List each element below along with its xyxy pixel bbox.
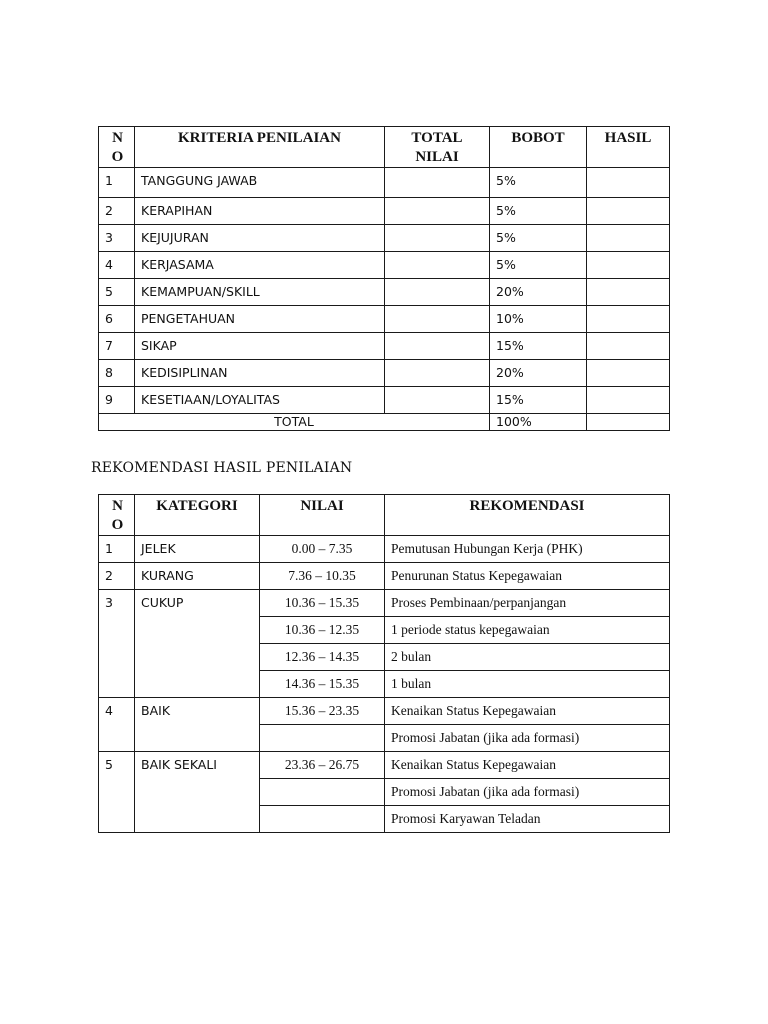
row-no: 6 [99, 306, 135, 333]
row-kategori: KURANG [135, 563, 260, 590]
row-no: 3 [99, 225, 135, 252]
row-hasil [587, 168, 670, 198]
row-hasil [587, 225, 670, 252]
row-kriteria: PENGETAHUAN [135, 306, 385, 333]
row-total-nilai [385, 360, 490, 387]
total-bobot: 100% [490, 414, 587, 431]
row-rekomendasi: 2 bulan [385, 644, 670, 671]
row-total-nilai [385, 333, 490, 360]
table1-total-row [99, 414, 670, 431]
row-no: 1 [99, 168, 135, 198]
row-kriteria: KEJUJURAN [135, 225, 385, 252]
row-nilai: 15.36 – 23.35 [260, 698, 385, 725]
row-rekomendasi: Promosi Karyawan Teladan [385, 806, 670, 833]
row-nilai [260, 779, 385, 806]
row-nilai [260, 725, 385, 752]
row-rekomendasi: Pemutusan Hubungan Kerja (PHK) [385, 536, 670, 563]
row-nilai: 7.36 – 10.35 [260, 563, 385, 590]
section-heading: REKOMENDASI HASIL PENILAIAN [91, 460, 353, 476]
row-no: 2 [99, 198, 135, 225]
row-rekomendasi: Penurunan Status Kepegawaian [385, 563, 670, 590]
row-bobot: 15% [490, 387, 587, 414]
row-no: 4 [99, 252, 135, 279]
kriteria-penilaian-table [98, 126, 670, 431]
row-kategori: JELEK [135, 536, 260, 563]
header-hasil: HASIL [587, 127, 670, 168]
header-no: N O [99, 127, 135, 168]
row-hasil [587, 387, 670, 414]
header-bobot: BOBOT [490, 127, 587, 168]
row-nilai: 14.36 – 15.35 [260, 671, 385, 698]
table-row [99, 536, 670, 563]
rekomendasi-table [98, 494, 670, 833]
row-bobot: 5% [490, 198, 587, 225]
table-row [99, 198, 670, 225]
row-total-nilai [385, 168, 490, 198]
row-rekomendasi: Proses Pembinaan/perpanjangan [385, 590, 670, 617]
row-nilai: 23.36 – 26.75 [260, 752, 385, 779]
row-total-nilai [385, 225, 490, 252]
header2-no: N O [99, 495, 135, 536]
row-total-nilai [385, 252, 490, 279]
row-rekomendasi: 1 periode status kepegawaian [385, 617, 670, 644]
table-row [99, 225, 670, 252]
row-hasil [587, 360, 670, 387]
row-no: 3 [99, 590, 135, 698]
row-no: 8 [99, 360, 135, 387]
row-kategori: CUKUP [135, 590, 260, 698]
row-bobot: 10% [490, 306, 587, 333]
row-nilai: 12.36 – 14.35 [260, 644, 385, 671]
row-rekomendasi: Promosi Jabatan (jika ada formasi) [385, 779, 670, 806]
row-kriteria: KESETIAAN/LOYALITAS [135, 387, 385, 414]
header2-nilai: NILAI [260, 495, 385, 536]
row-bobot: 20% [490, 279, 587, 306]
row-bobot: 15% [490, 333, 587, 360]
row-nilai [260, 806, 385, 833]
table-row [99, 252, 670, 279]
row-kriteria: KEDISIPLINAN [135, 360, 385, 387]
row-no: 9 [99, 387, 135, 414]
header2-rekomendasi: REKOMENDASI [385, 495, 670, 536]
row-bobot: 5% [490, 168, 587, 198]
table-row [99, 333, 670, 360]
row-total-nilai [385, 198, 490, 225]
row-bobot: 20% [490, 360, 587, 387]
row-rekomendasi: Kenaikan Status Kepegawaian [385, 752, 670, 779]
table-row [99, 279, 670, 306]
row-kategori: BAIK SEKALI [135, 752, 260, 833]
row-no: 5 [99, 279, 135, 306]
table-row [99, 360, 670, 387]
table-row [99, 752, 670, 779]
row-bobot: 5% [490, 225, 587, 252]
header2-kategori: KATEGORI [135, 495, 260, 536]
row-total-nilai [385, 387, 490, 414]
row-hasil [587, 306, 670, 333]
row-kriteria: SIKAP [135, 333, 385, 360]
row-rekomendasi: 1 bulan [385, 671, 670, 698]
row-no: 7 [99, 333, 135, 360]
row-kriteria: KERJASAMA [135, 252, 385, 279]
table-row [99, 306, 670, 333]
row-no: 4 [99, 698, 135, 752]
row-rekomendasi: Promosi Jabatan (jika ada formasi) [385, 725, 670, 752]
row-kriteria: KEMAMPUAN/SKILL [135, 279, 385, 306]
row-total-nilai [385, 306, 490, 333]
row-hasil [587, 252, 670, 279]
table-row [99, 698, 670, 725]
row-hasil [587, 333, 670, 360]
table-row [99, 387, 670, 414]
row-nilai: 10.36 – 12.35 [260, 617, 385, 644]
table1-header-row [99, 127, 670, 168]
row-kriteria: TANGGUNG JAWAB [135, 168, 385, 198]
row-hasil [587, 279, 670, 306]
row-hasil [587, 198, 670, 225]
row-total-nilai [385, 279, 490, 306]
row-bobot: 5% [490, 252, 587, 279]
row-nilai: 0.00 – 7.35 [260, 536, 385, 563]
total-hasil [587, 414, 670, 431]
row-rekomendasi: Kenaikan Status Kepegawaian [385, 698, 670, 725]
table-row [99, 563, 670, 590]
total-label: TOTAL [99, 414, 490, 431]
table-row [99, 590, 670, 617]
row-no: 5 [99, 752, 135, 833]
row-kriteria: KERAPIHAN [135, 198, 385, 225]
table-row [99, 168, 670, 198]
row-no: 1 [99, 536, 135, 563]
row-no: 2 [99, 563, 135, 590]
header-total-nilai: TOTAL NILAI [385, 127, 490, 168]
row-nilai: 10.36 – 15.35 [260, 590, 385, 617]
header-kriteria: KRITERIA PENILAIAN [135, 127, 385, 168]
row-kategori: BAIK [135, 698, 260, 752]
table2-header-row [99, 495, 670, 536]
